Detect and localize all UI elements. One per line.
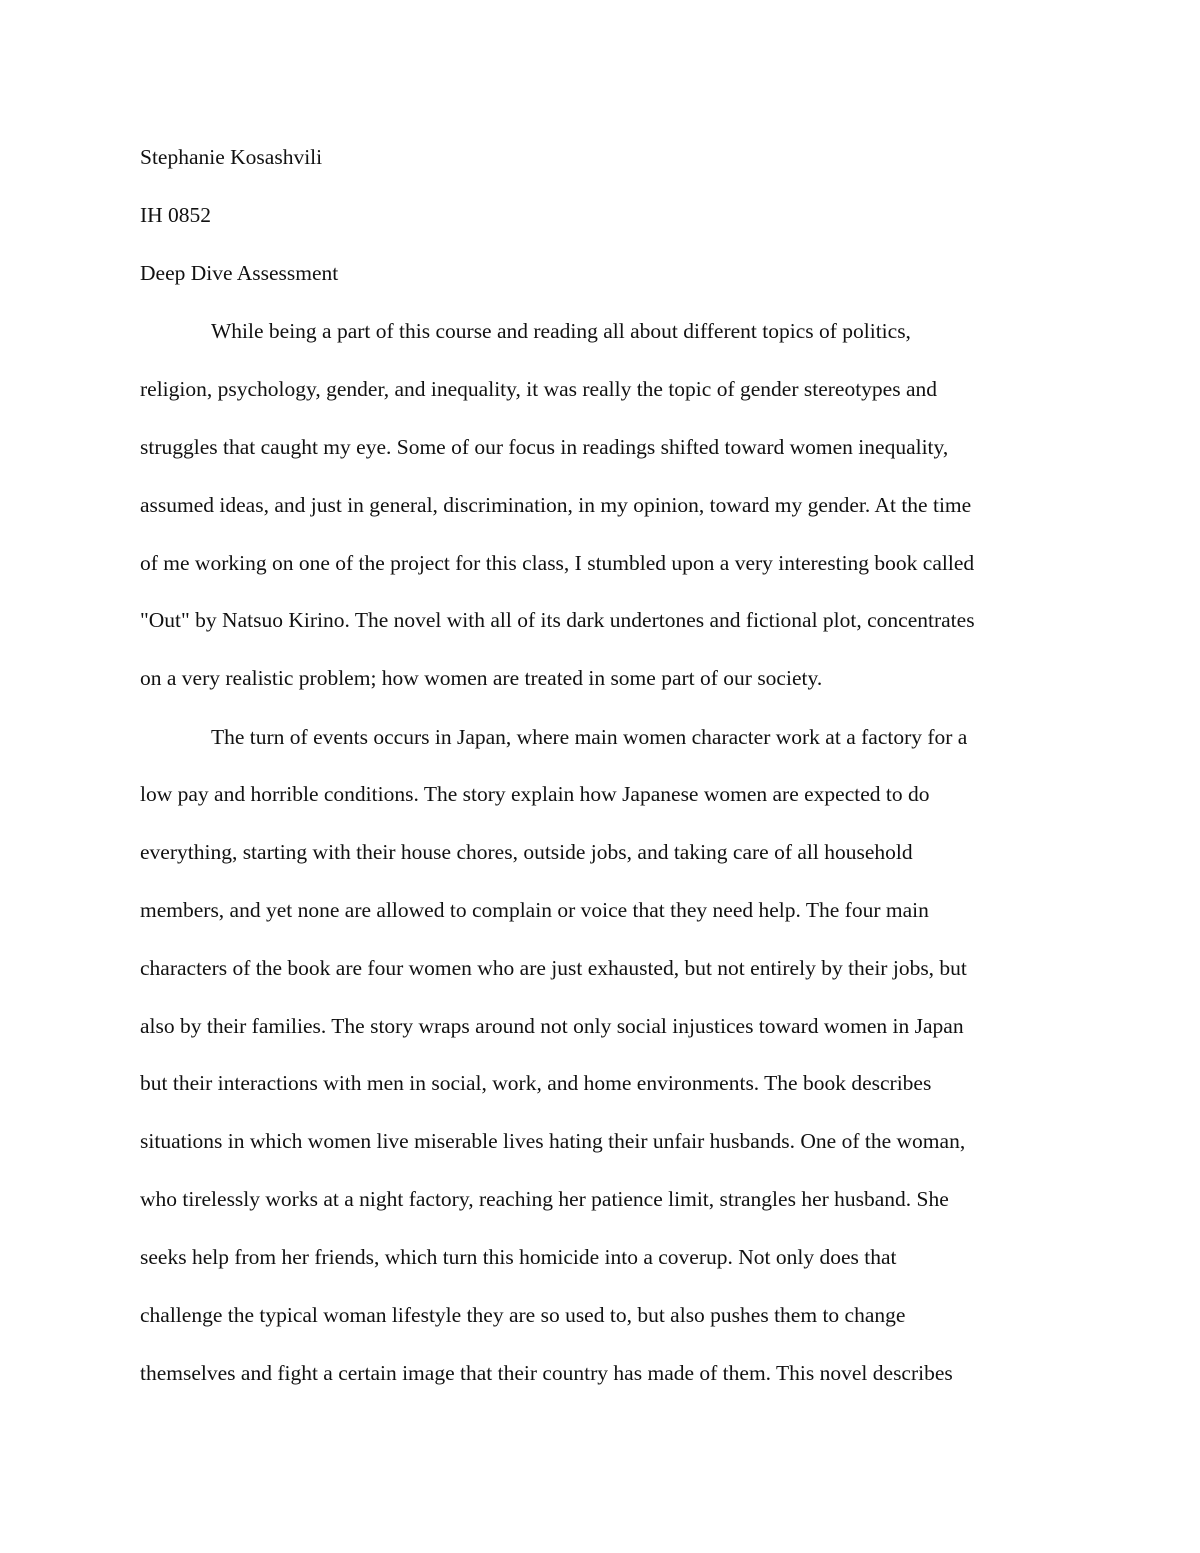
text-line: "Out" by Natsuo Kirino. The novel with all of its dark undertones and fictional plot, concentrates <box>140 608 975 632</box>
document-title: Deep Dive Assessment <box>140 261 339 285</box>
text-line: who tirelessly works at a night factory, reaching her patience limit, strangles her husband. She <box>140 1187 949 1211</box>
text-line: seeks help from her friends, which turn this homicide into a coverup. Not only does that <box>140 1245 897 1269</box>
text-line: The turn of events occurs in Japan, where main women character work at a factory for a <box>211 725 968 749</box>
text-line: members, and yet none are allowed to complain or voice that they need help. The four main <box>140 898 929 922</box>
author-name: Stephanie Kosashvili <box>140 145 323 169</box>
text-line: religion, psychology, gender, and inequality, it was really the topic of gender stereotypes and <box>140 377 937 401</box>
text-line: everything, starting with their house chores, outside jobs, and taking care of all household <box>140 840 913 864</box>
text-line: struggles that caught my eye. Some of our focus in readings shifted toward women inequality, <box>140 435 949 459</box>
text-line: themselves and fight a certain image that their country has made of them. This novel describes <box>140 1361 953 1385</box>
text-line: also by their families. The story wraps around not only social injustices toward women in Japan <box>140 1014 964 1038</box>
text-line: but their interactions with men in social, work, and home environments. The book describes <box>140 1071 932 1095</box>
text-line: assumed ideas, and just in general, discrimination, in my opinion, toward my gender. At the time <box>140 493 972 517</box>
text-line: of me working on one of the project for this class, I stumbled upon a very interesting book called <box>140 551 975 575</box>
text-line: situations in which women live miserable lives hating their unfair husbands. One of the woman, <box>140 1129 966 1153</box>
text-line: challenge the typical woman lifestyle they are so used to, but also pushes them to change <box>140 1303 906 1327</box>
course-code: IH 0852 <box>140 203 212 227</box>
text-line: While being a part of this course and reading all about different topics of politics, <box>211 319 911 343</box>
text-line: characters of the book are four women who are just exhausted, but not entirely by their jobs, but <box>140 956 967 980</box>
text-line: on a very realistic problem; how women are treated in some part of our society. <box>140 666 823 690</box>
text-line: low pay and horrible conditions. The story explain how Japanese women are expected to do <box>140 782 930 806</box>
